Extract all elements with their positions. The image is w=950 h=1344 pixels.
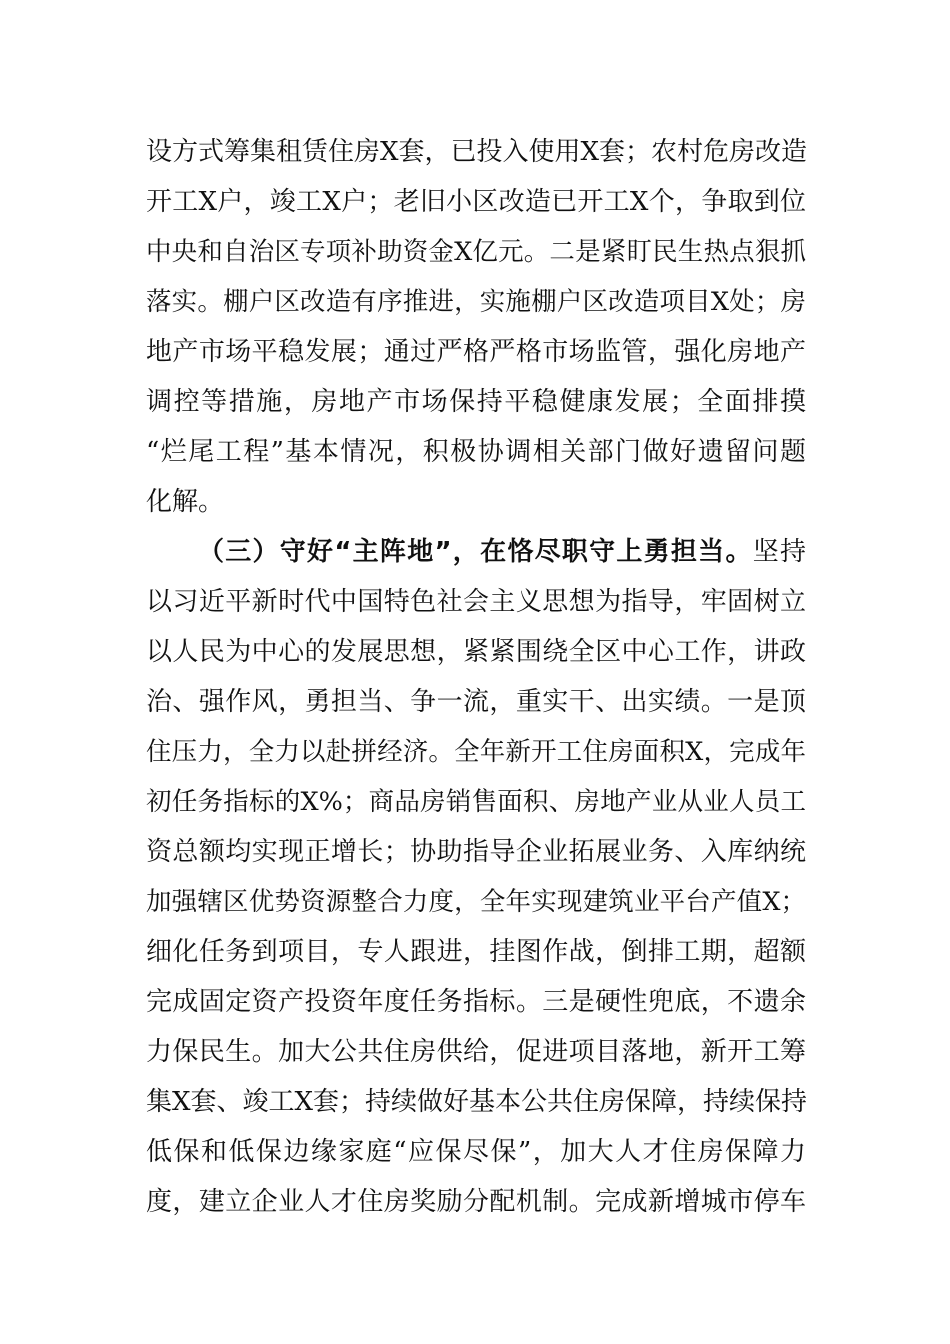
paragraph-line: 开工X户，竣工X户；老旧小区改造已开工X个，争取到位: [146, 187, 806, 217]
paragraph-line: 集X套、竣工X套；持续做好基本公共住房保障，持续保持: [146, 1087, 808, 1117]
paragraph-line: 中央和自治区专项补助资金X亿元。二是紧盯民生热点狠抓: [146, 237, 806, 267]
paragraph-line: 调控等措施，房地产市场保持平稳健康发展；全面排摸: [146, 387, 806, 417]
paragraph-line: 住压力，全力以赴拼经济。全年新开工住房面积X，完成年: [146, 737, 806, 767]
paragraph-line: 初任务指标的X%；商品房销售面积、房地产业从业人员工: [146, 787, 806, 817]
paragraph-line: 治、强作风，勇担当、争一流，重实干、出实绩。一是顶: [146, 687, 806, 717]
paragraph-line: 资总额均实现正增长；协助指导企业拓展业务、入库纳统: [146, 837, 806, 867]
paragraph-line: 度，建立企业人才住房奖励分配机制。完成新增城市停车: [146, 1187, 806, 1217]
paragraph-line: “烂尾工程”基本情况，积极协调相关部门做好遗留问题: [146, 437, 806, 467]
paragraph-line: 低保和低保边缘家庭“应保尽保”，加大人才住房保障力: [146, 1137, 806, 1167]
section-heading-line: [198, 532, 806, 572]
section-heading: （三）守好“主阵地”，在恪尽职守上勇担当。: [198, 537, 753, 567]
paragraph-line: 完成固定资产投资年度任务指标。三是硬性兜底，不遗余: [146, 987, 806, 1017]
paragraph-line: 化解。: [146, 487, 225, 517]
paragraph-line: 以人民为中心的发展思想，紧紧围绕全区中心工作，讲政: [146, 637, 806, 667]
paragraph-line: 细化任务到项目，专人跟进，挂图作战，倒排工期，超额: [146, 937, 806, 967]
paragraph-line: 落实。棚户区改造有序推进，实施棚户区改造项目X处；房: [146, 287, 806, 317]
paragraph-line: 力保民生。加大公共住房供给，促进项目落地，新开工筹: [146, 1037, 806, 1067]
section-heading-continuation: 坚持: [752, 537, 806, 567]
paragraph-line: 设方式筹集租赁住房X套，已投入使用X套；农村危房改造: [146, 137, 808, 167]
paragraph-line: 地产市场平稳发展；通过严格严格市场监管，强化房地产: [146, 337, 806, 367]
paragraph-line: 以习近平新时代中国特色社会主义思想为指导，牢固树立: [146, 587, 806, 617]
paragraph-line: 加强辖区优势资源整合力度，全年实现建筑业平台产值X；: [146, 887, 806, 917]
